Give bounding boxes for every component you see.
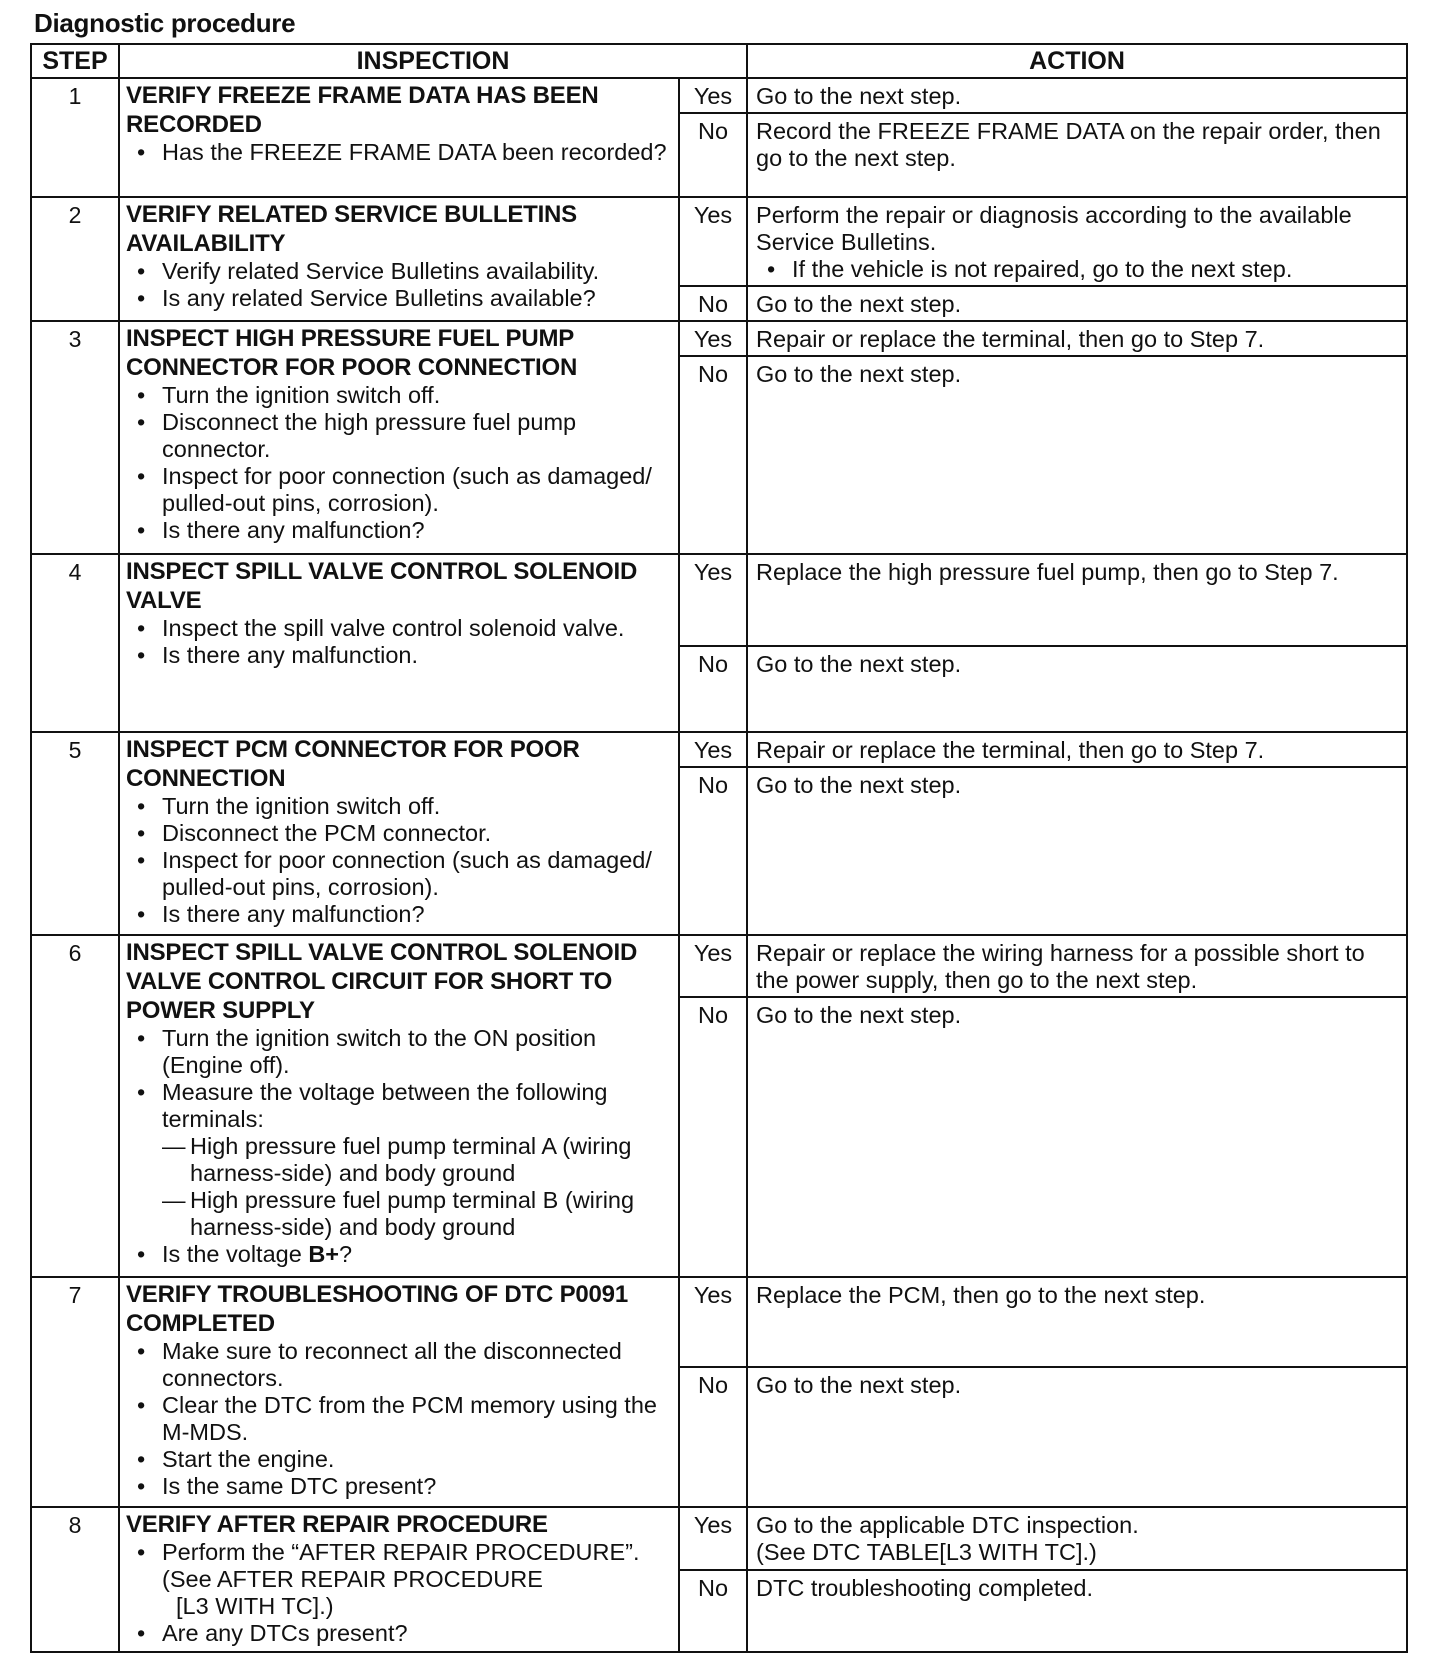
dash-list [162,1133,672,1241]
list-item [126,1241,672,1268]
no-label: No [679,1570,747,1652]
no-action: Go to the next step. [747,646,1407,732]
inspection-bullets [126,1539,672,1647]
inspection-cell [119,78,679,197]
dash-item: — High pressure fuel pump terminal B (wiring harness-side) and body ground [162,1187,672,1241]
list-item [126,1539,672,1620]
table-row [31,1277,1407,1367]
yes-label: Yes [679,1507,747,1570]
list-item: • Inspect for poor connection (such as damaged/ pulled-out pins, corrosion). [126,847,672,901]
no-label: No [679,997,747,1277]
table-row [31,78,1407,113]
yes-label: Yes [679,197,747,286]
list-item: • Disconnect the PCM connector. [126,820,672,847]
yes-action: Replace the high pressure fuel pump, then go to Step 7. [747,554,1407,646]
list-item: • Inspect for poor connection (such as damaged/ pulled-out pins, corrosion). [126,463,672,517]
no-label: No [679,1367,747,1507]
list-item: • Has the FREEZE FRAME DATA been recorded? [126,139,672,166]
step-number: 8 [31,1507,119,1652]
step-number: 7 [31,1277,119,1507]
page-title: Diagnostic procedure [34,8,296,38]
inspection-heading: INSPECT SPILL VALVE CONTROL SOLENOID VALVE [126,558,638,614]
voltage-value: B+ [308,1241,340,1267]
inspection-bullets [126,139,672,166]
yes-action-text: Go to the applicable DTC inspection. [756,1512,1139,1538]
no-action: Go to the next step. [747,767,1407,935]
list-item: • Clear the DTC from the PCM memory using the M-MDS. [126,1392,672,1446]
list-item: • Is any related Service Bulletins available? [126,285,672,312]
list-item [126,1079,672,1241]
inspection-cell [119,935,679,1277]
inspection-cell [119,321,679,554]
inspection-cell [119,732,679,935]
yes-label: Yes [679,554,747,646]
diagnostic-table [30,43,1408,1653]
no-action: Go to the next step. [747,286,1407,321]
list-item: • Is there any malfunction? [126,517,672,544]
inspection-heading: INSPECT HIGH PRESSURE FUEL PUMP CONNECTOR FOR POOR CONNECTION [126,325,578,381]
no-label: No [679,356,747,554]
table-header-row [31,44,1407,78]
yes-label: Yes [679,321,747,356]
inspection-bullets [126,382,672,544]
voltage-question: Is the voltage [162,1241,309,1267]
step-number: 1 [31,78,119,197]
no-action: Go to the next step. [747,997,1407,1277]
list-item: • Verify related Service Bulletins availability. [126,258,672,285]
table-row [31,197,1407,286]
yes-label: Yes [679,935,747,997]
step-number: 4 [31,554,119,732]
list-item: • Disconnect the high pressure fuel pump connector. [126,409,672,463]
list-item: • Turn the ignition switch off. [126,793,672,820]
yes-label: Yes [679,732,747,767]
list-item: • If the vehicle is not repaired, go to the next step. [756,256,1398,283]
inspection-bullets [126,615,672,669]
table-row [31,554,1407,646]
voltage-question-end: ? [339,1241,353,1267]
step-number: 6 [31,935,119,1277]
list-item: • Inspect the spill valve control solenoid valve. [126,615,672,642]
table-row [31,1507,1407,1570]
no-action: Go to the next step. [747,1367,1407,1507]
inspection-bullets [126,258,672,312]
list-item: • Turn the ignition switch to the ON position (Engine off). [126,1025,672,1079]
table-row [31,732,1407,767]
yes-action [747,1507,1407,1570]
list-item: • Turn the ignition switch off. [126,382,672,409]
list-item-text: Measure the voltage between the following terminals: [162,1079,608,1132]
step-number: 2 [31,197,119,321]
yes-action-text: Perform the repair or diagnosis according to the available Service Bulletins. [756,202,1352,255]
table-row [31,321,1407,356]
inspection-bullets [126,1025,672,1268]
no-label: No [679,113,747,197]
step-number: 3 [31,321,119,554]
yes-action: Repair or replace the terminal, then go to Step 7. [747,321,1407,356]
yes-action-text: (See DTC TABLE[L3 WITH TC].) [756,1539,1097,1565]
inspection-heading: VERIFY RELATED SERVICE BULLETINS AVAILABILITY [126,201,577,257]
list-item: • Make sure to reconnect all the disconnected connectors. [126,1338,672,1392]
inspection-heading: VERIFY FREEZE FRAME DATA HAS BEEN RECORDED [126,82,599,138]
yes-action [747,197,1407,286]
inspection-heading: VERIFY AFTER REPAIR PROCEDURE [126,1511,548,1538]
header-inspection: INSPECTION [119,44,747,78]
no-action: DTC troubleshooting completed. [747,1570,1407,1652]
inspection-cell [119,197,679,321]
inspection-bullets [126,1338,672,1500]
inspection-cell [119,554,679,732]
list-item: • Are any DTCs present? [126,1620,672,1647]
no-label: No [679,767,747,935]
list-item-text: (See AFTER REPAIR PROCEDURE [162,1566,543,1592]
yes-action: Repair or replace the terminal, then go to Step 7. [747,732,1407,767]
list-item: • Is there any malfunction. [126,642,672,669]
inspection-heading: INSPECT SPILL VALVE CONTROL SOLENOID VALVE CONTROL CIRCUIT FOR SHORT TO POWER SUPPLY [126,939,638,1024]
list-item: • Is there any malfunction? [126,901,672,928]
list-item-text: [L3 WITH TC].) [176,1593,334,1619]
inspection-heading: VERIFY TROUBLESHOOTING OF DTC P0091 COMPLETED [126,1281,628,1337]
yes-action: Go to the next step. [747,78,1407,113]
list-item-text: • Perform the “AFTER REPAIR PROCEDURE”. [162,1539,640,1565]
list-item: • Start the engine. [126,1446,672,1473]
header-action: ACTION [747,44,1407,78]
inspection-heading: INSPECT PCM CONNECTOR FOR POOR CONNECTION [126,736,580,792]
table-row [31,935,1407,997]
yes-action-bullets [756,256,1398,283]
dash-item: — High pressure fuel pump terminal A (wiring harness-side) and body ground [162,1133,672,1187]
no-label: No [679,646,747,732]
header-step: STEP [31,44,119,78]
no-action: Go to the next step. [747,356,1407,554]
no-action: Record the FREEZE FRAME DATA on the repair order, then go to the next step. [747,113,1407,197]
yes-label: Yes [679,78,747,113]
list-item: • Is the same DTC present? [126,1473,672,1500]
yes-action: Replace the PCM, then go to the next step. [747,1277,1407,1367]
inspection-cell [119,1507,679,1652]
no-label: No [679,286,747,321]
yes-label: Yes [679,1277,747,1367]
yes-action: Repair or replace the wiring harness for a possible short to the power supply, then go to the next step. [747,935,1407,997]
step-number: 5 [31,732,119,935]
inspection-bullets [126,793,672,928]
inspection-cell [119,1277,679,1507]
